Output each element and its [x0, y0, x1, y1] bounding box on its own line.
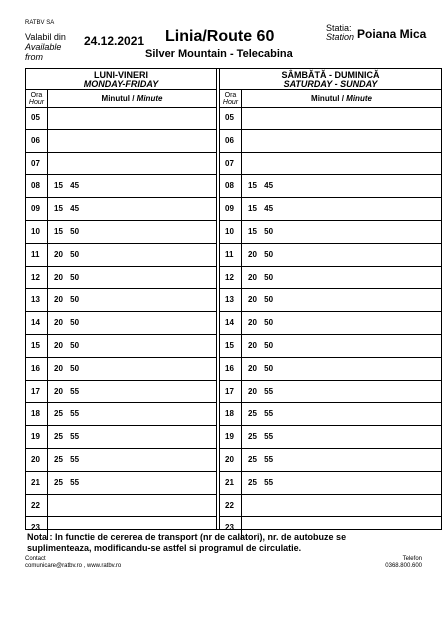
- minutes-cell: 20 50: [248, 318, 274, 328]
- table-row: [220, 358, 441, 381]
- hour-cell: 22: [220, 495, 242, 517]
- hour-cell: 18: [220, 403, 242, 425]
- minutes-cell: 20 50: [54, 318, 80, 328]
- table-row: [220, 107, 441, 130]
- minutes-cell: 25 55: [248, 409, 274, 419]
- minutes-cell: 20 50: [54, 249, 80, 259]
- table-row: [220, 175, 441, 198]
- minutes-cell: 25 55: [248, 477, 274, 487]
- minutes-cell: 20 50: [248, 272, 274, 282]
- hour-cell: 08: [26, 175, 48, 197]
- table-row: [220, 449, 441, 472]
- table-row: [220, 381, 441, 404]
- table-row: [220, 267, 441, 290]
- table-row: [220, 221, 441, 244]
- weekend-title: SÂMBĂTĂ - DUMINICĂ: [281, 70, 380, 80]
- minutes-cell: 15 45: [54, 181, 80, 191]
- weekend-column-header: [220, 90, 441, 108]
- table-row: [26, 426, 216, 449]
- minute-label: Minutul /: [311, 94, 344, 103]
- table-row: [26, 244, 216, 267]
- hour-cell: 05: [220, 107, 242, 129]
- hour-cell: 16: [26, 358, 48, 380]
- hour-column-header: [220, 90, 242, 107]
- hour-cell: 21: [26, 472, 48, 494]
- weekday-rows: [26, 107, 216, 540]
- hour-cell: 07: [26, 153, 48, 175]
- hour-cell: 20: [26, 449, 48, 471]
- hour-cell: 10: [220, 221, 242, 243]
- hour-cell: 23: [220, 517, 242, 540]
- table-row: [26, 381, 216, 404]
- minutes-cell: 25 55: [54, 409, 80, 419]
- table-row: [26, 312, 216, 335]
- hour-cell: 19: [26, 426, 48, 448]
- table-row: [26, 495, 216, 518]
- station-label-ro: Statia:: [326, 23, 352, 33]
- station-label: [326, 24, 354, 42]
- phone-value: 0368.800.600: [385, 563, 422, 569]
- minute-label-en: Minute: [136, 94, 163, 103]
- valid-label-en-2: from: [25, 52, 43, 62]
- weekday-title: LUNI-VINERI: [94, 70, 148, 80]
- table-row: [220, 244, 441, 267]
- hour-cell: 18: [26, 403, 48, 425]
- table-row: [220, 335, 441, 358]
- hour-cell: 23: [26, 517, 48, 540]
- weekday-section: [26, 69, 216, 533]
- minutes-cell: 25 55: [54, 454, 80, 464]
- hour-cell: 20: [220, 449, 242, 471]
- route-subtitle: Silver Mountain - Telecabina: [145, 48, 293, 60]
- table-row: [220, 426, 441, 449]
- valid-label-ro: Valabil din: [25, 32, 66, 42]
- minutes-cell: 20 50: [54, 272, 80, 282]
- table-row: [26, 130, 216, 153]
- minutes-cell: 20 50: [248, 363, 274, 373]
- hour-cell: 14: [220, 312, 242, 334]
- valid-label-en-1: Available: [25, 42, 62, 52]
- minutes-cell: 20 55: [248, 386, 274, 396]
- hour-cell: 17: [26, 381, 48, 403]
- hour-label: Ora: [30, 92, 43, 99]
- hour-cell: 14: [26, 312, 48, 334]
- hour-label: Ora: [224, 92, 237, 99]
- hour-cell: 19: [220, 426, 242, 448]
- table-row: [26, 267, 216, 290]
- table-row: [220, 153, 441, 176]
- hour-cell: 06: [220, 130, 242, 152]
- minutes-cell: 20 50: [248, 340, 274, 350]
- minutes-cell: 15 50: [248, 226, 274, 236]
- minutes-cell: 25 55: [54, 477, 80, 487]
- hour-label-en: Hour: [28, 99, 45, 106]
- route-title: Linia/Route 60: [165, 28, 275, 45]
- hour-cell: 11: [220, 244, 242, 266]
- hour-cell: 17: [220, 381, 242, 403]
- minutes-cell: 20 50: [54, 363, 80, 373]
- table-row: [220, 403, 441, 426]
- table-row: [220, 495, 441, 518]
- minutes-cell: 15 45: [248, 181, 274, 191]
- hour-cell: 21: [220, 472, 242, 494]
- hour-cell: 09: [220, 198, 242, 220]
- minute-label: Minutul /: [101, 94, 135, 103]
- contact-block: [25, 556, 121, 570]
- table-row: [26, 153, 216, 176]
- hour-cell: 07: [220, 153, 242, 175]
- table-row: [26, 449, 216, 472]
- table-row: [220, 472, 441, 495]
- weekday-title-en: MONDAY-FRIDAY: [83, 79, 159, 89]
- minutes-cell: 25 55: [248, 454, 274, 464]
- weekend-header: [220, 69, 441, 90]
- hour-cell: 06: [26, 130, 48, 152]
- minutes-cell: 20 50: [54, 295, 80, 305]
- hour-cell: 05: [26, 107, 48, 129]
- table-row: [26, 221, 216, 244]
- company-name: RATBV SA: [25, 20, 55, 26]
- hour-cell: 12: [220, 267, 242, 289]
- hour-cell: 13: [220, 289, 242, 311]
- table-row: [220, 289, 441, 312]
- minutes-cell: 20 50: [248, 295, 274, 305]
- table-row: [26, 289, 216, 312]
- minute-column-header: [242, 90, 441, 107]
- table-row: [26, 198, 216, 221]
- table-row: [26, 335, 216, 358]
- hour-cell: 16: [220, 358, 242, 380]
- hour-label-en: Hour: [222, 99, 239, 106]
- table-row: [26, 472, 216, 495]
- table-row: [26, 358, 216, 381]
- table-row: [26, 403, 216, 426]
- table-row: [220, 198, 441, 221]
- table-row: [220, 312, 441, 335]
- minutes-cell: 15 50: [54, 226, 80, 236]
- phone-label: Telefon: [402, 556, 422, 562]
- minute-column-header: [48, 90, 216, 107]
- weekday-header: [26, 69, 216, 90]
- hour-cell: 22: [26, 495, 48, 517]
- table-row: [26, 175, 216, 198]
- phone-block: [362, 556, 422, 570]
- minutes-cell: 20 50: [248, 249, 274, 259]
- minutes-cell: 15 45: [248, 204, 274, 214]
- contact-value: comunicare@ratbv.ro , www.ratbv.ro: [25, 563, 122, 569]
- hour-column-header: [26, 90, 48, 107]
- minutes-cell: 25 55: [54, 432, 80, 442]
- valid-from-label: [25, 32, 66, 62]
- weekend-rows: [220, 107, 441, 540]
- minutes-cell: 25 55: [248, 432, 274, 442]
- station-label-en: Station: [326, 32, 355, 42]
- hour-cell: 10: [26, 221, 48, 243]
- table-row: [26, 107, 216, 130]
- hour-cell: 15: [220, 335, 242, 357]
- weekday-column-header: [26, 90, 216, 108]
- hour-cell: 12: [26, 267, 48, 289]
- contact-label: Contact: [25, 556, 46, 562]
- minute-label-en: Minute: [346, 94, 372, 103]
- timetable: [25, 68, 442, 533]
- footer-note: Nota : In functie de cererea de transport (nr de calatori), nr. de autobuze se suplimenteaza, modificandu-se astfel si programul de circulatie.: [27, 532, 347, 553]
- hour-cell: 11: [26, 244, 48, 266]
- minutes-cell: 20 55: [54, 386, 80, 396]
- hour-cell: 13: [26, 289, 48, 311]
- weekend-title-en: SATURDAY - SUNDAY: [283, 79, 378, 89]
- hour-cell: 15: [26, 335, 48, 357]
- station-name: Poiana Mica: [357, 27, 427, 41]
- valid-date: 24.12.2021: [84, 34, 145, 48]
- hour-cell: 08: [220, 175, 242, 197]
- hour-cell: 09: [26, 198, 48, 220]
- minutes-cell: 15 45: [54, 204, 80, 214]
- minutes-cell: 20 50: [54, 340, 80, 350]
- table-row: [220, 130, 441, 153]
- weekend-section: [220, 69, 441, 533]
